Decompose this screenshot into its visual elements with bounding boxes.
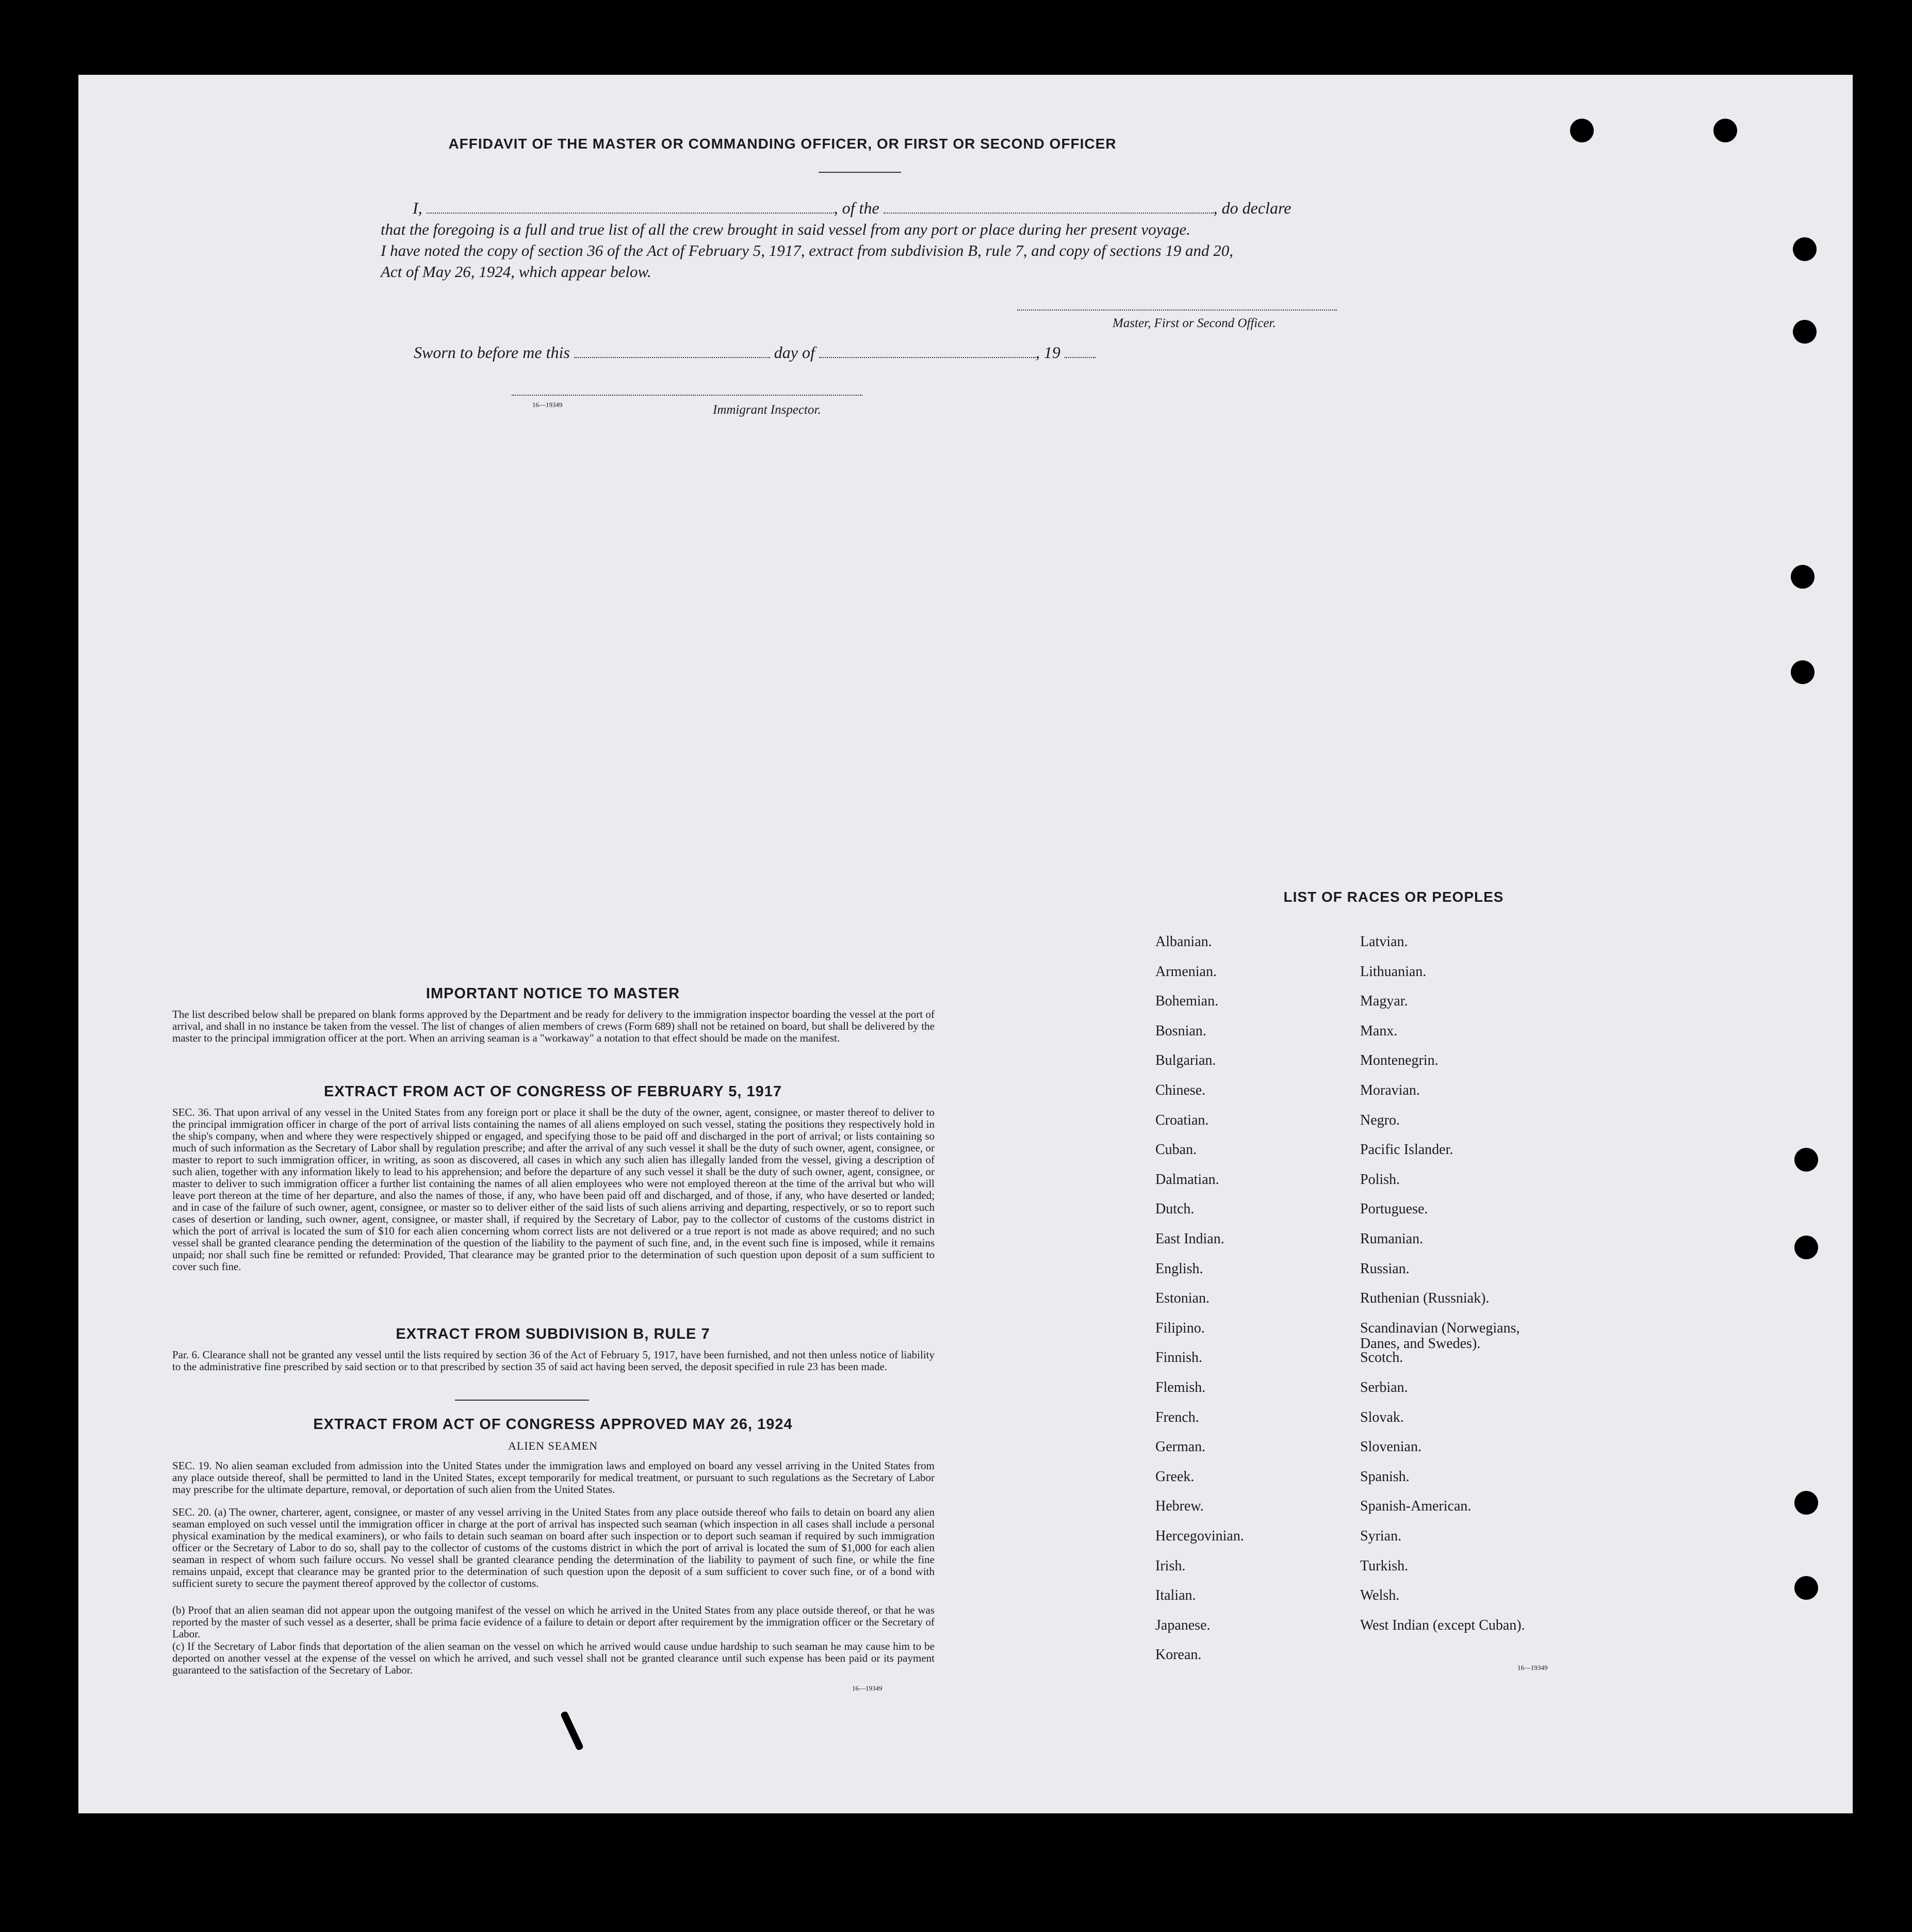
punch-hole (1794, 1148, 1818, 1172)
race-item: Dalmatian. (1155, 1172, 1219, 1188)
race-item: East Indian. (1155, 1231, 1224, 1247)
notice-title: IMPORTANT NOTICE TO MASTER (426, 985, 680, 1002)
race-item: Spanish. (1360, 1469, 1410, 1485)
affidavit-title: AFFIDAVIT OF THE MASTER OR COMMANDING OFFICER, OR FIRST OR SECOND OFFICER (448, 136, 1117, 152)
race-item: Italian. (1155, 1587, 1196, 1603)
race-item: Greek. (1155, 1469, 1195, 1485)
races-form-number: 16—19349 (1517, 1664, 1548, 1671)
affidavit-line1 (413, 199, 1444, 218)
race-item: Rumanian. (1360, 1231, 1424, 1247)
punch-hole (1791, 565, 1815, 589)
act1924-sec20a: SEC. 20. (a) The owner, charterer, agent, consignee, or master of any vessel arriving in the United States from any place outside thereof who fails to detain on board any alien seaman employed on such vessel until the immigration officer in charge at the port of arrival has inspected such seaman (which inspection in all cases shall include a personal physical examination by the medical examiners), or who fails to detain such seaman on board after such inspection or to deport such seaman if required by such immigration officer or the Secretary of Labor to do so, shall pay to the collector of customs of the customs district in which the port of arrival is located the sum of $1,000 for each alien seaman in respect of whom such failure occurs. No vessel shall be granted clearance pending the determination of the liability to payment of such fine, or while the fine remains unpaid, except that clearance may be granted prior to the determination of such question upon the deposit of a sum sufficient to cover such fine, or of a bond with sufficient surety to secure the payment thereof approved by the collector of customs. (172, 1506, 935, 1589)
punch-hole (1570, 119, 1594, 142)
punch-hole (1793, 320, 1817, 344)
punch-hole (1794, 1491, 1818, 1515)
punch-hole (1793, 237, 1817, 261)
race-item: Dutch. (1155, 1201, 1195, 1217)
name-field[interactable] (427, 213, 834, 214)
race-item: Scandinavian (Norwegians, (1360, 1320, 1520, 1336)
affidavit-form-number: 16—19349 (532, 401, 563, 409)
race-item: Estonian. (1155, 1290, 1210, 1306)
race-item: Slovak. (1360, 1409, 1404, 1425)
race-item: Syrian. (1360, 1528, 1402, 1544)
affidavit-i: I, (413, 199, 422, 217)
act1917-text: SEC. 36. That upon arrival of any vessel in the United States from any foreign port or place it shall be the duty of the owner, agent, consignee, or master thereof to deliver to the principal immigration officer in charge of the port of arrival lists containing the names of all aliens employed on such vessel, stating the positions they respectively hold in the ship's company, when and where they were respectively shipped or engaged, and specifying those to be paid off and discharged in the port of arrival; or lists containing so much of such information as the Secretary of Labor shall by regulation prescribe; and after the arrival of any such vessel it shall be the duty of such owner, agent, consignee, or master to report to such immigration officer, in writing, as soon as discovered, all cases in which any such alien has illegally landed from the vessel, giving a description of such alien, together with any information likely to lead to his apprehension; and before the departure of any such vessel it shall be the duty of such owner, agent, consignee, or master to deliver to such immigration officer a further list containing the names of all alien employees who were not employed thereon at the time of the arrival but who will leave port thereon at the time of her departure, and also the names of those, if any, who have been paid off and discharged, and of those, if any, who have deserted or landed; and in case of the failure of such owner, agent, consignee, or master so to deliver either of the said lists of such aliens arriving and departing, respectively, or so to report such cases of desertion or landing, such owner, agent, consignee, or master shall, if required by the Secretary of Labor, pay to the collector of customs of the customs district in which the port of arrival is located the sum of $10 for each alien concerning whom correct lists are not delivered or a true report is not made as above required; and no such vessel shall be granted clearance pending the determination of the question of the liability to the payment of such fine, and, in the event such fine is imposed, while it remains unpaid; nor shall such fine be remitted or refunded: Provided, That clearance may be granted prior to the determination of such question upon deposit of a sum sufficient to cover such fine. (172, 1106, 935, 1273)
year-label: , 19 (1035, 343, 1060, 362)
race-item: Scotch. (1360, 1350, 1403, 1366)
race-item: Moravian. (1360, 1082, 1420, 1098)
race-item: Hebrew. (1155, 1498, 1204, 1514)
race-item: English. (1155, 1261, 1203, 1277)
race-item: Welsh. (1360, 1587, 1400, 1603)
sworn-label: Sworn to before me this (414, 343, 570, 362)
race-item: Chinese. (1155, 1082, 1206, 1098)
sworn-month-field[interactable] (819, 357, 1036, 358)
act1924-subtitle: ALIEN SEAMEN (508, 1439, 598, 1452)
master-signature-line[interactable] (1017, 310, 1337, 311)
master-signature-label: Master, First or Second Officer. (1113, 316, 1276, 330)
act1924-sec20b: (b) Proof that an alien seaman did not appear upon the outgoing manifest of the vessel on which he arrived in the United States from any place outside thereof, or that he was reported by the master of such vessel as a deserter, shall be prima facie evidence of a failure to detain or deport after requirement by the immigration officer or the Secretary of Labor. (172, 1604, 935, 1640)
title-rule (819, 172, 901, 173)
race-item: Spanish-American. (1360, 1498, 1472, 1514)
affidavit-line3: I have noted the copy of section 36 of the Act of February 5, 1917, extract from subdivision B, rule 7, and copy of sections 19 and 20, (381, 241, 1234, 259)
act1924-form-number: 16—19349 (852, 1684, 883, 1692)
day-of-label: day of (774, 343, 815, 362)
race-item: Polish. (1360, 1172, 1400, 1188)
document-sheet (78, 75, 1853, 1813)
race-item: Russian. (1360, 1261, 1410, 1277)
race-item: Bulgarian. (1155, 1052, 1216, 1068)
sworn-line (414, 343, 1394, 362)
race-item: West Indian (except Cuban). (1360, 1617, 1525, 1633)
race-item: Filipino. (1155, 1320, 1205, 1336)
inspector-label: Immigrant Inspector. (713, 403, 821, 417)
section-rule (455, 1400, 589, 1401)
race-item: Montenegrin. (1360, 1052, 1439, 1068)
affidavit-line2: that the foregoing is a full and true list of all the crew brought in said vessel from any port or place during her present voyage. (381, 220, 1190, 238)
vessel-field[interactable] (884, 213, 1214, 214)
affidavit-declare: , do declare (1213, 199, 1292, 217)
race-item: Pacific Islander. (1360, 1142, 1453, 1158)
sworn-day-field[interactable] (574, 357, 770, 358)
race-item: French. (1155, 1409, 1199, 1425)
race-item: Cuban. (1155, 1142, 1197, 1158)
rule7-text: Par. 6. Clearance shall not be granted any vessel until the lists required by section 36 of the Act of February 5, 1917, have been furnished, and not then unless notice of liability to the administrative fine prescribed by said section or to that prescribed by section 35 of said act having been served, the deposit specified in rule 23 has been made. (172, 1349, 935, 1373)
sworn-year-field[interactable] (1065, 357, 1096, 358)
race-item: Albanian. (1155, 934, 1212, 950)
punch-hole (1713, 119, 1737, 142)
act1924-sec20c: (c) If the Secretary of Labor finds that deportation of the alien seaman on the vessel on which he arrived would cause undue hardship to such seaman he may cause him to be deported on another vessel at the expense of the vessel on which he arrived, and such vessel shall not be granted clearance until such expense has been paid or its payment guaranteed to the satisfaction of the Secretary of Labor. (172, 1640, 935, 1676)
notice-text: The list described below shall be prepared on blank forms approved by the Department and be ready for delivery to the immigration inspector boarding the vessel at the port of arrival, and shall in no instance be taken from the vessel. The list of changes of alien members of crews (Form 689) shall not be retained on board, but shall be delivered by the master to the principal immigration officer at the port. When an arriving seaman is a "workaway" a notation to that effect should be made on the manifest. (172, 1008, 935, 1044)
act1924-sec19: SEC. 19. No alien seaman excluded from admission into the United States under the immigration laws and employed on board any vessel arriving in the United States from any place outside thereof, shall be permitted to land in the United States, except temporarily for medical treatment, or pursuant to such regulations as the Secretary of Labor may prescribe for the ultimate departure, removal, or deportation of such alien from the United States. (172, 1459, 935, 1496)
punch-hole (1794, 1236, 1818, 1259)
rule7-title: EXTRACT FROM SUBDIVISION B, RULE 7 (396, 1326, 710, 1342)
affidavit-line4: Act of May 26, 1924, which appear below. (381, 263, 651, 281)
race-item: Danes, and Swedes). (1360, 1336, 1481, 1352)
race-item: Finnish. (1155, 1350, 1203, 1366)
punch-hole (1794, 1576, 1818, 1600)
race-item: Negro. (1360, 1112, 1400, 1128)
race-item: Latvian. (1360, 934, 1408, 950)
race-item: Armenian. (1155, 964, 1217, 980)
races-title: LIST OF RACES OR PEOPLES (1283, 889, 1504, 905)
race-item: Lithuanian. (1360, 964, 1427, 980)
act1917-title: EXTRACT FROM ACT OF CONGRESS OF FEBRUARY 5, 1917 (323, 1083, 782, 1100)
race-item: Bosnian. (1155, 1023, 1206, 1039)
race-item: German. (1155, 1439, 1206, 1455)
race-item: Magyar. (1360, 993, 1408, 1009)
race-item: Turkish. (1360, 1558, 1409, 1574)
race-item: Hercegovinian. (1155, 1528, 1244, 1544)
punch-hole (1791, 660, 1815, 684)
race-item: Manx. (1360, 1023, 1398, 1039)
race-item: Bohemian. (1155, 993, 1219, 1009)
race-item: Serbian. (1360, 1379, 1408, 1395)
race-item: Flemish. (1155, 1379, 1206, 1395)
affidavit-of-the: , of the (834, 199, 879, 217)
ink-mark (560, 1711, 584, 1751)
race-item: Ruthenian (Russniak). (1360, 1290, 1490, 1306)
act1924-title: EXTRACT FROM ACT OF CONGRESS APPROVED MAY 26, 1924 (313, 1416, 793, 1433)
race-item: Korean. (1155, 1647, 1202, 1663)
race-item: Japanese. (1155, 1617, 1211, 1633)
race-item: Irish. (1155, 1558, 1186, 1574)
race-item: Portuguese. (1360, 1201, 1428, 1217)
race-item: Slovenian. (1360, 1439, 1421, 1455)
race-item: Croatian. (1155, 1112, 1209, 1128)
inspector-signature-line[interactable] (512, 395, 862, 396)
